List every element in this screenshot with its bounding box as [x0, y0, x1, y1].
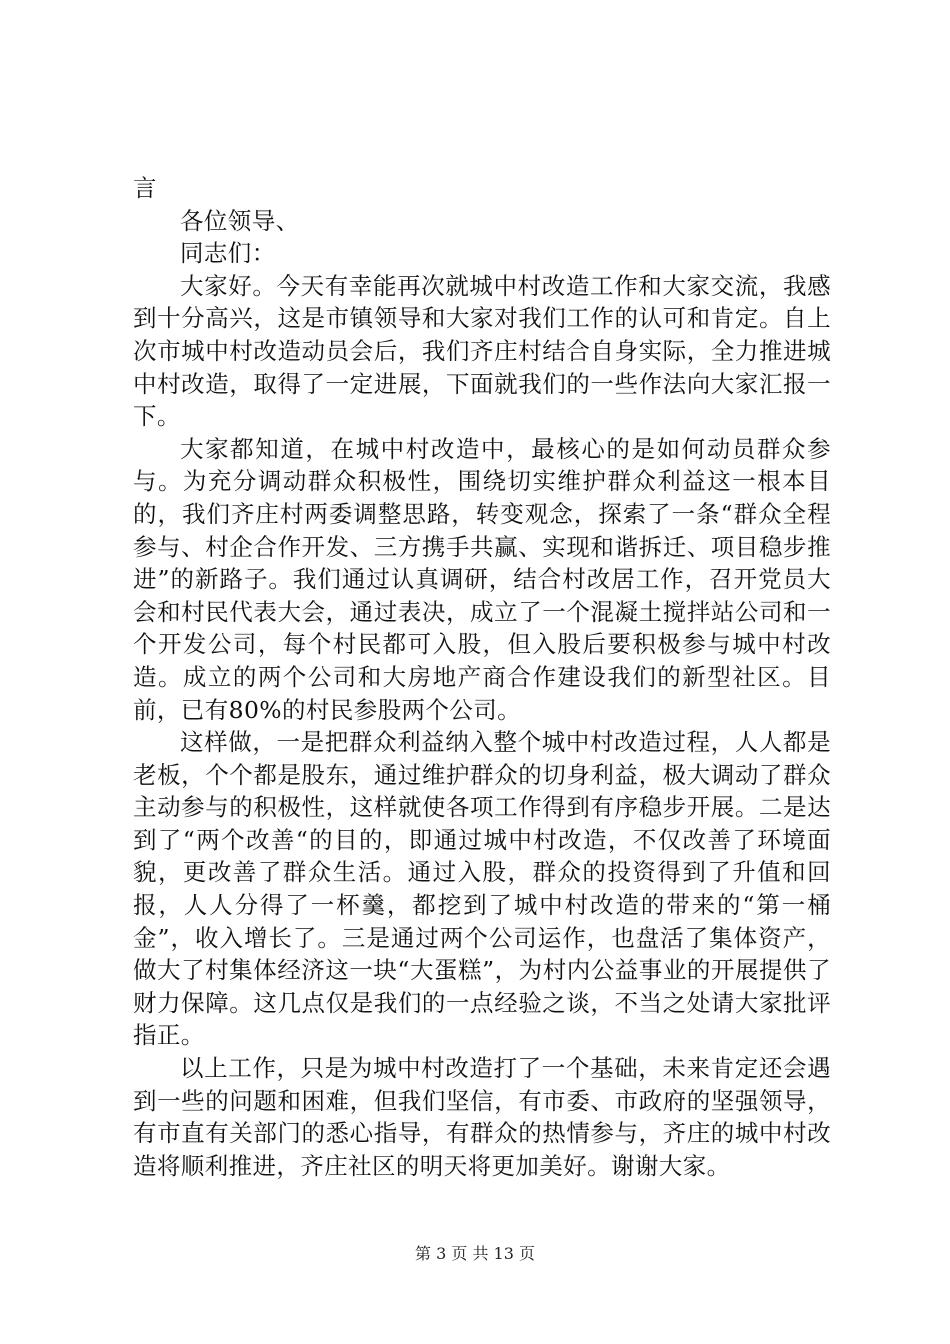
speech-body — [133, 172, 831, 1182]
paragraph-approach: 大家都知道，在城中村改造中，最核心的是如何动员群众参与。为充分调动群众积极性，围绕切实维护群众利益这一根本目的，我们齐庄村两委调整思路，转变观念，探索了一条“群众全程参与、村企合作开发、三方携手共赢、实现和谐拆迁、项目稳步推进”的新路子。我们通过认真调研，结合村改居工作，召开党员大会和村民代表大会，通过表决，成立了一个混凝土搅拌站公司和一个开发公司，每个村民都可入股，但入股后要积极参与城中村改造。成立的两个公司和大房地产商合作建设我们的新型社区。目前，已有80%的村民参股两个公司。 — [133, 434, 831, 724]
paragraph-results: 这样做，一是把群众利益纳入整个城中村改造过程，人人都是老板，个个都是股东，通过维护群众的切身利益，极大调动了群众主动参与的积极性，这样就使各项工作得到有序稳步开展。二是达到了“两个改善“的目的，即通过城中村改造，不仅改善了环境面貌，更改善了群众生活。通过入股，群众的投资得到了升值和回报，人人分得了一杯羹，都挖到了城中村改造的带来的“第一桶金”，收入增长了。三是通过两个公司运作，也盘活了集体资产，做大了村集体经济这一块“大蛋糕”，为村内公益事业的开展提供了财力保障。这几点仅是我们的一点经验之谈，不当之处请大家批评指正。 — [133, 728, 831, 1050]
paragraph-closing: 以上工作，只是为城中村改造打了一个基础，未来肯定还会遇到一些的问题和困难，但我们坚信，有市委、市政府的坚强领导，有市直有关部门的悉心指导，有群众的热情参与，齐庄的城中村改造将顺利推进，齐庄社区的明天将更加美好。谢谢大家。 — [133, 1054, 831, 1180]
salutation-comrades: 同志们： — [180, 239, 276, 268]
text-fragment: 言 — [133, 174, 157, 202]
salutation-leaders: 各位领导、 — [180, 206, 300, 235]
paragraph-greeting: 大家好。今天有幸能再次就城中村改造工作和大家交流，我感到十分高兴，这是市镇领导和大家对我们工作的认可和肯定。自上次市城中村改造动员会后，我们齐庄村结合自身实际，全力推进城中村改造，取得了一定进展，下面就我们的一些作法向大家汇报一下。 — [133, 271, 831, 431]
page-footer: 第 3 页 共 13 页 — [415, 1244, 535, 1263]
